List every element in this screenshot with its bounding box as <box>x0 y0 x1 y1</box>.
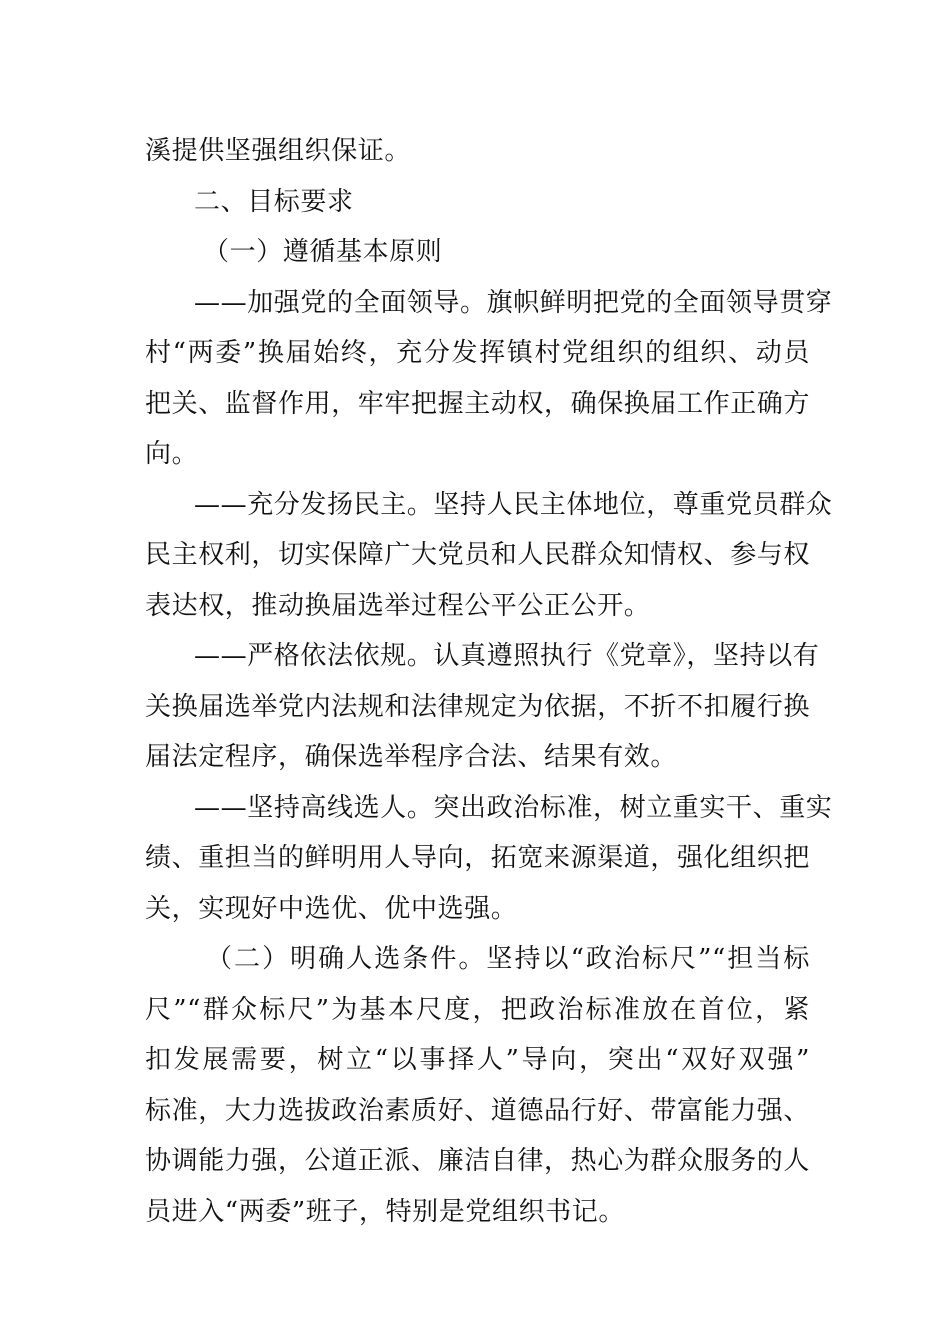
paragraph-line: 把关、监督作用，牢牢把握主动权，确保换届工作正确方 <box>145 388 811 419</box>
paragraph-line: 员进入“两委”班子，特别是党组织书记。 <box>145 1196 625 1227</box>
paragraph-line: 届法定程序，确保选举程序合法、结果有效。 <box>145 742 678 772</box>
paragraph-line: ——坚持高线选人。突出政治标准，树立重实干、重实 <box>194 792 833 823</box>
paragraph-line: 尺”“群众标尺”为基本尺度，把政治标准放在首位，紧 <box>145 994 810 1025</box>
paragraph-line: 村“两委”换届始终，充分发挥镇村党组织的组织、动员 <box>145 338 810 368</box>
paragraph-line: ——充分发扬民主。坚持人民主体地位，尊重党员群众 <box>194 489 833 520</box>
paragraph-line: 标准，大力选拔政治素质好、道德品行好、带富能力强、 <box>145 1095 811 1126</box>
paragraph-line: 民主权利，切实保障广大党员和人民群众知情权、参与权 <box>145 540 811 570</box>
section-heading: 二、目标要求 <box>194 186 354 217</box>
paragraph-line: ——严格依法依规。认真遵照执行《党章》，坚持以有 <box>194 641 820 671</box>
paragraph-line: ——加强党的全面领导。旗帜鲜明把党的全面领导贯穿 <box>194 287 833 318</box>
paragraph-line: 扣发展需要，树立“以事择人”导向，突出“双好双强” <box>145 1045 810 1075</box>
document-body <box>145 126 833 1237</box>
paragraph-line: 关换届选举党内法规和法律规定为依据，不折不扣履行换 <box>145 691 811 722</box>
paragraph-line: 向。 <box>145 439 199 469</box>
paragraph-line: （二）明确人选条件。坚持以“政治标尺”“担当标 <box>206 944 810 974</box>
paragraph-line: 溪提供坚强组织保证。 <box>145 136 412 166</box>
subsection-heading: （一）遵循基本原则 <box>203 237 443 267</box>
paragraph-line: 协调能力强，公道正派、廉洁自律，热心为群众服务的人 <box>145 1146 811 1176</box>
paragraph-line: 绩、重担当的鲜明用人导向，拓宽来源渠道，强化组织把 <box>145 843 811 873</box>
paragraph-line: 关，实现好中选优、优中选强。 <box>145 893 518 924</box>
paragraph-line: 表达权，推动换届选举过程公平公正公开。 <box>145 590 651 621</box>
